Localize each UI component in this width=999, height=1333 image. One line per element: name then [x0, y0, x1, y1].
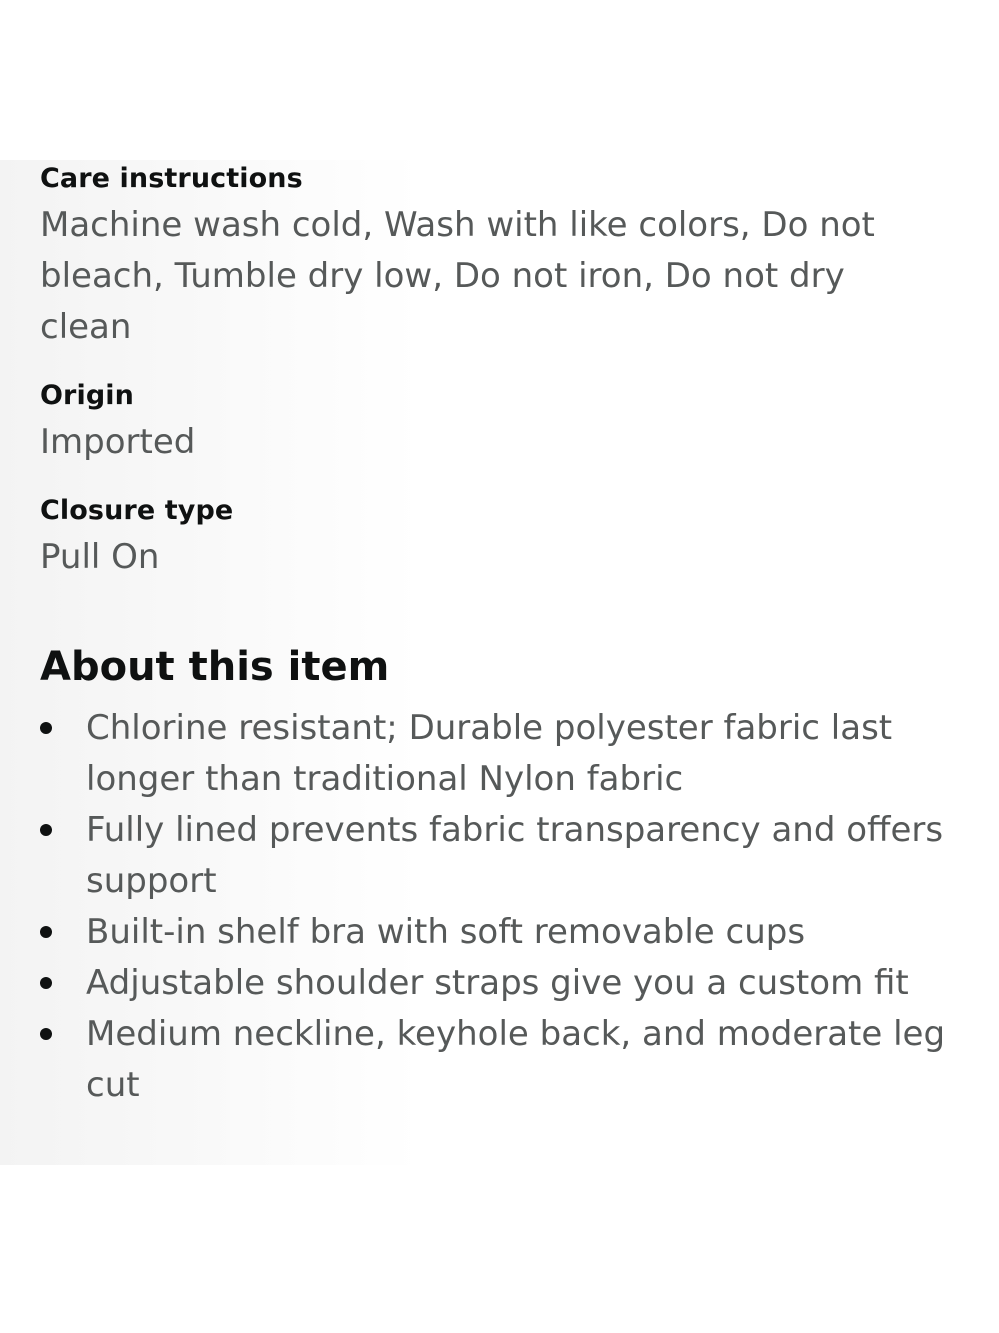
about-bullet-item: [40, 703, 970, 805]
about-bullet-list: [40, 703, 970, 1111]
product-details: [40, 158, 970, 1111]
attribute-closure-type: [40, 490, 970, 583]
attribute-label: Closure type: [40, 495, 234, 526]
attribute-care-instructions: [40, 158, 970, 353]
attribute-origin: [40, 375, 970, 468]
bullet-dot-icon: [40, 824, 52, 836]
attribute-value: Pull On: [40, 537, 160, 577]
bullet-text: Medium neckline, keyhole back, and moderate leg cut: [86, 1014, 946, 1105]
bullet-dot-icon: [40, 926, 52, 938]
attribute-value: Machine wash cold, Wash with like colors, Do not bleach, Tumble dry low, Do not iron, Do not dry clean: [40, 205, 875, 347]
attribute-label: Care instructions: [40, 163, 303, 194]
bullet-dot-icon: [40, 722, 52, 734]
about-bullet-item: [40, 907, 970, 958]
bullet-text: Built-in shelf bra with soft removable cups: [86, 912, 806, 952]
about-bullet-item: [40, 805, 970, 907]
bullet-dot-icon: [40, 1028, 52, 1040]
attribute-label: Origin: [40, 380, 134, 411]
attribute-value: Imported: [40, 422, 196, 462]
bullet-text: Adjustable shoulder straps give you a custom fit: [86, 963, 909, 1003]
bullet-text: Chlorine resistant; Durable polyester fabric last longer than traditional Nylon fabric: [86, 708, 893, 799]
about-bullet-item: [40, 958, 970, 1009]
about-this-item-heading: About this item: [40, 644, 390, 690]
bullet-dot-icon: [40, 977, 52, 989]
bullet-text: Fully lined prevents fabric transparency and offers support: [86, 810, 944, 901]
about-bullet-item: [40, 1009, 970, 1111]
